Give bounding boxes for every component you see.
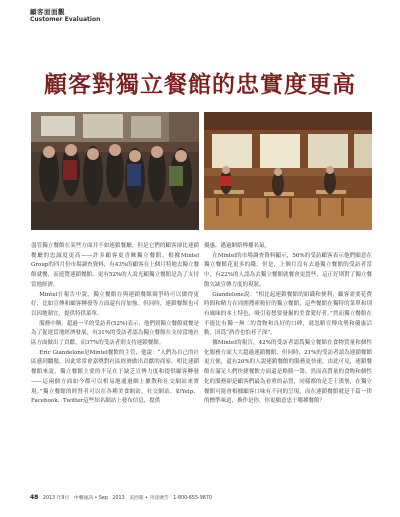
paragraph: Eric Giandelone是Mintel餐飲的主管，他說：“人們為自己的社區感到驕傲，因此常常會嘉獎對社區經濟做出貢獻的商家。相比連鎖餐館來說，獨立餐館主要的不足在于缺乏宣傳力度和提供顧客轉發——這兩個方面如今都可以相易地通過網上擴散和社交網站來實現。”獨立餐館的經營者可以在各種美食網站，社交網站，如Yelp、Facebook、Twitter這些知名網站上發布信息，提供	[31, 349, 199, 405]
paragraph: 服務中稱，超過一半的受訪者(52%)表示，他們到獨立餐館就餐是為了促進當地經濟發展，有31%的受訪者認為獨立餐館在支持當地社區方面做出了貢獻，而37%的受訪者則支持連鎖餐館。	[31, 320, 199, 347]
dining-room-photo	[204, 112, 372, 230]
page-footer	[30, 494, 215, 501]
edition-label: 美西版 • 刊登廣告	[129, 496, 169, 501]
ad-phone: 1-800-655-9870	[173, 496, 212, 501]
section-label-zh: 顧客面面觀	[30, 8, 65, 16]
restaurant-crowd-photo	[31, 112, 199, 230]
issue-year: 2013	[112, 496, 125, 501]
page-number: 48	[30, 494, 39, 501]
section-label	[30, 8, 100, 24]
magazine-name: 中餐通訊 • Sep	[73, 496, 108, 501]
paragraph: 盡管獨立餐館在某些方面并不如連鎖餐廳，但是它們的顧客卻比連鎖餐廳的忠誠度更高——許多顧客更青睞獨立餐館。根據Mintel Group的四月份市場調查資料，有43%的顧客在上個月特地去獨立餐館就餐，而遊覽連鎖餐館、更有52%的人說光顧獨立餐館是為了支持當地經濟。	[31, 243, 199, 288]
article-column-left	[31, 242, 199, 407]
paragraph: 在Mintel的市場調查資料顯示，56%的受訪顧客表示他們願意在獨立餐館花更多的錢。但是，上個月沒有去過獨立餐館的受訪者當中，有22%的人認為去獨立餐館就餐會更貴些，這正好則對了獨立餐館欠缺宣傳力度的現狀。	[204, 252, 372, 288]
paragraph: Mintel在報告中說，獨立餐館在與連鎖餐館競爭時可以做得更好，比如宣傳和顧客轉發等方面還有待加強。但同時，連鎖餐館也可以因地制宜，提供特供菜單。	[31, 291, 199, 317]
section-label-en: Customer Evaluation	[30, 16, 101, 24]
issue-date: 2013 年9月	[42, 496, 70, 501]
paragraph: 優惠，邁過網絡傳播名氣。	[204, 243, 271, 249]
article-column-right	[204, 242, 372, 407]
article-title: 顧客對獨立餐館的忠實度更高	[44, 71, 356, 98]
paragraph: 據Mintel的報告，42%的受訪者認爲獨立餐館在食物質量和個性化服務方面大大超過連鎖餐館，但同時，21%的受訪者認為連鎖餐館更方便，還有20%的人說連鎖餐館的服務更快速。由此可見，連鎖餐館在滿足人們快捷餐飲方面還是略勝一籌。然而高質量的食物和個性化的服務卻是顧客們最為看重的品質，同樣都的是芝士漢堡，在獨立餐館可能會根據顧客口味有不同的呈現，而在連鎖餐館就是千篇一律的標準味道，換作是你，你更願意忠于哪種餐館？	[204, 340, 372, 405]
paragraph: Giandelone說：“相比起連鎖餐館的組織和便利，顧客需要花費時間和精力在周圍搜索較好的獨立餐館，這些餐館在獨特的菜單和別有風味的本土特色，吸引着想要發掘的美食愛好者。”然而獨立餐館在不能比有獨一無二的食物和良好的口碑，就忽略宣傳攻勢和優惠活動，因爲“酒香也怕巷子深”。	[204, 291, 372, 337]
